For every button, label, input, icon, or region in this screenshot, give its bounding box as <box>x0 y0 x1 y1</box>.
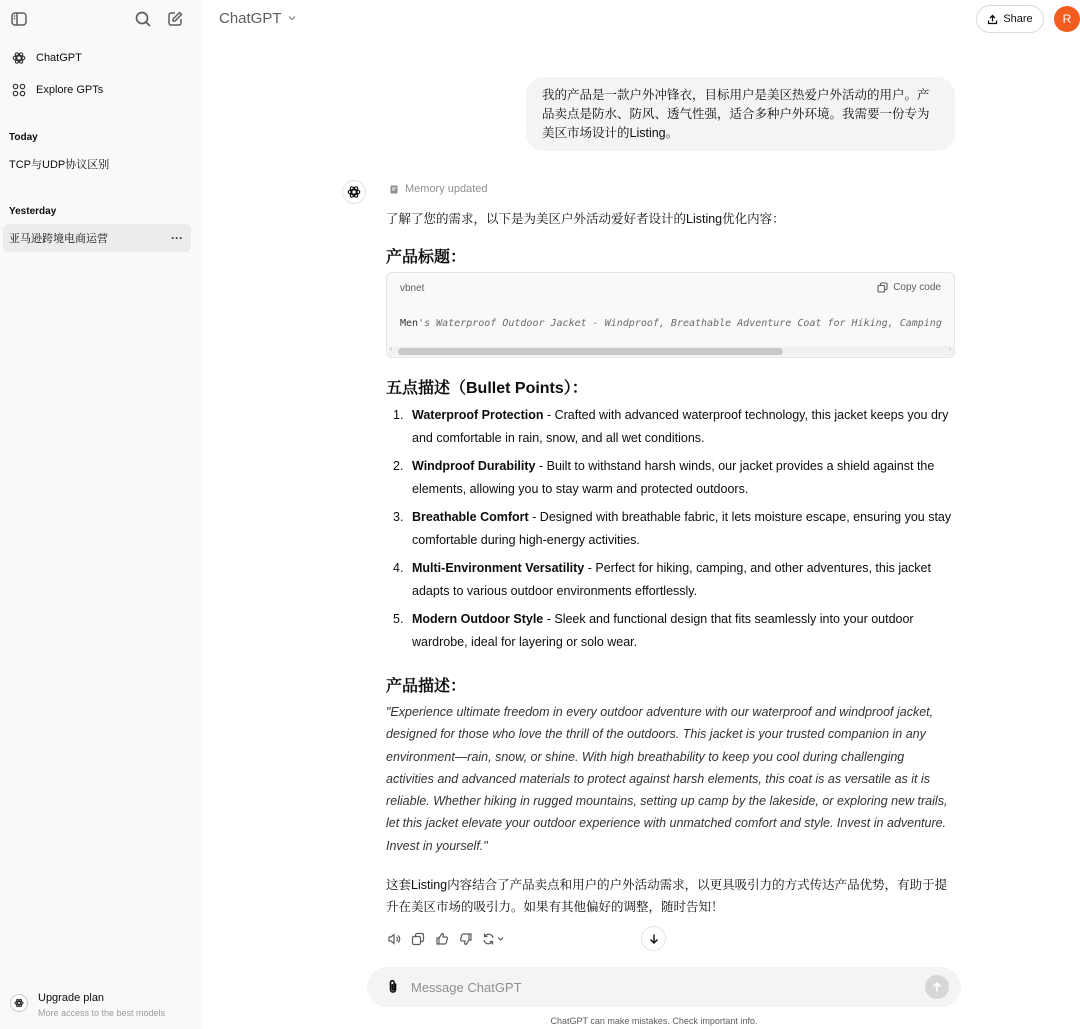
bullet-title: Breathable Comfort <box>412 510 529 524</box>
code-keyword: Men <box>400 318 419 329</box>
bullet-text: - Crafted with advanced waterproof technology, this jacket keeps you dry and comfortable in rain, snow, and all wet conditions. <box>412 408 949 445</box>
heading-bullets: 五点描述（Bullet Points）： <box>386 380 588 397</box>
bullet-title: Windproof Durability <box>412 459 536 473</box>
section-title-yesterday: Yesterday <box>9 206 57 217</box>
bullet-title: Multi-Environment Versatility <box>412 561 585 575</box>
upgrade-icon <box>10 994 28 1012</box>
sidebar-item-label: ChatGPT <box>36 52 82 64</box>
scrollbar-thumb[interactable] <box>398 348 783 355</box>
message-actions <box>386 929 516 949</box>
section-title-today: Today <box>9 132 38 143</box>
assistant-outro: 这套Listing内容结合了产品卖点和用户的户外活动需求，以更具吸引力的方式传达产品优势，有助于提升在美区市场的吸引力。如果有其他偏好的调整，随时告知！ <box>386 878 948 914</box>
list-number: 1. <box>393 408 404 422</box>
toggle-sidebar-icon[interactable] <box>7 7 31 31</box>
copy-icon <box>877 282 888 293</box>
product-description: "Experience ultimate freedom in every outdoor adventure with our waterproof and windproof jacket, designed for those who love the thrill of the outdoors. This jacket is your trusted companion in any environment—rain, snow, or shine. With high breathability to keep you cool during challenging activities and advanced materials to protect against harsh elements, this coat is as versatile as it is reliable. Whether hiking in rugged mountains, setting up camp by the lakeside, or exploring new trails, let this jacket elevate your outdoor experience with unmatched comfort and style. Invest in adventure. Invest in yourself." <box>386 705 948 853</box>
message-input[interactable] <box>411 977 891 997</box>
chat-history-item-active[interactable] <box>3 224 191 252</box>
scroll-to-bottom-button[interactable] <box>641 926 666 951</box>
bullet-title: Waterproof Protection <box>412 408 544 422</box>
chevron-down-icon <box>287 10 297 27</box>
share-label: Share <box>1003 13 1033 25</box>
list-number: 5. <box>393 612 404 626</box>
share-icon <box>987 14 998 25</box>
upgrade-subtitle: More access to the best models <box>38 1008 166 1018</box>
memory-icon <box>389 184 400 195</box>
arrow-up-icon <box>931 981 943 993</box>
search-icon[interactable] <box>131 7 155 31</box>
list-number: 2. <box>393 459 404 473</box>
copy-code-button[interactable] <box>877 282 941 293</box>
model-name: ChatGPT <box>219 10 282 27</box>
sidebar-item-chatgpt[interactable] <box>4 44 190 72</box>
code-language: vbnet <box>400 283 425 294</box>
heading-title: 产品标题： <box>386 249 467 266</box>
message-composer <box>367 967 961 1007</box>
code-block <box>386 272 955 358</box>
new-chat-icon[interactable] <box>163 7 187 31</box>
thumbs-down-icon[interactable] <box>458 931 474 947</box>
sidebar-item-label: Explore GPTs <box>36 84 104 96</box>
chat-title: 亚马逊跨境电商运营 <box>9 233 108 245</box>
copy-code-label: Copy code <box>893 282 941 293</box>
list-number: 4. <box>393 561 404 575</box>
list-number: 3. <box>393 510 404 524</box>
arrow-down-icon <box>648 933 660 945</box>
regenerate-icon[interactable] <box>482 931 508 947</box>
model-selector[interactable] <box>219 10 297 27</box>
bullet-text: - Sleek and functional design that fits seamlessly into your outdoor wardrobe, ideal for layering or solo wear. <box>412 612 914 649</box>
user-avatar[interactable]: R <box>1054 6 1080 32</box>
more-options-icon[interactable]: ··· <box>171 231 183 245</box>
chatgpt-logo-icon <box>11 50 27 66</box>
read-aloud-icon[interactable] <box>386 931 402 947</box>
bullet-title: Modern Outdoor Style <box>412 612 544 626</box>
memory-label: Memory updated <box>405 183 488 195</box>
bullet-text: - Built to withstand harsh winds, our jacket provides a shield against the elements, allowing you to stay warm and protected outdoors. <box>412 459 935 496</box>
copy-icon[interactable] <box>410 931 426 947</box>
sidebar-item-explore-gpts[interactable] <box>4 76 190 104</box>
code-content <box>400 318 942 329</box>
assistant-avatar <box>342 180 366 204</box>
attach-icon[interactable] <box>384 978 402 996</box>
bullet-text: - Perfect for hiking, camping, and other adventures, this jacket adapts to various outdoor environments effortlessly. <box>412 561 931 598</box>
memory-updated-badge[interactable] <box>389 183 488 195</box>
sidebar <box>0 0 201 1029</box>
disclaimer-text: ChatGPT can make mistakes. Check important info. <box>550 1016 758 1026</box>
user-message: 我的产品是一款户外冲锋衣，目标用户是美区热爱户外活动的用户。产品卖点是防水、防风、透气性强，适合多种户外环境。我需要一份专为美区市场设计的Listing。 <box>526 77 955 151</box>
scroll-left-icon[interactable]: ‹ <box>390 346 393 353</box>
send-button[interactable] <box>925 975 949 999</box>
scroll-right-icon[interactable]: › <box>948 346 951 353</box>
upgrade-title: Upgrade plan <box>38 992 105 1004</box>
code-text: 's Waterproof Outdoor Jacket - Windproof, Breathable Adventure Coat for Hiking, Camping <box>418 318 942 329</box>
share-button[interactable] <box>976 5 1044 33</box>
horizontal-scrollbar[interactable] <box>388 346 954 356</box>
chat-title: TCP与UDP协议区别 <box>9 159 110 171</box>
assistant-intro: 了解了您的需求，以下是为美区户外活动爱好者设计的Listing优化内容： <box>386 212 785 226</box>
chat-history-item[interactable] <box>3 150 191 178</box>
chatgpt-logo-icon <box>347 185 361 199</box>
bullet-text: - Designed with breathable fabric, it lets moisture escape, ensuring you stay comfortable during high-energy activities. <box>412 510 952 547</box>
heading-description: 产品描述： <box>386 678 467 695</box>
thumbs-up-icon[interactable] <box>434 931 450 947</box>
grid-icon <box>11 82 27 98</box>
